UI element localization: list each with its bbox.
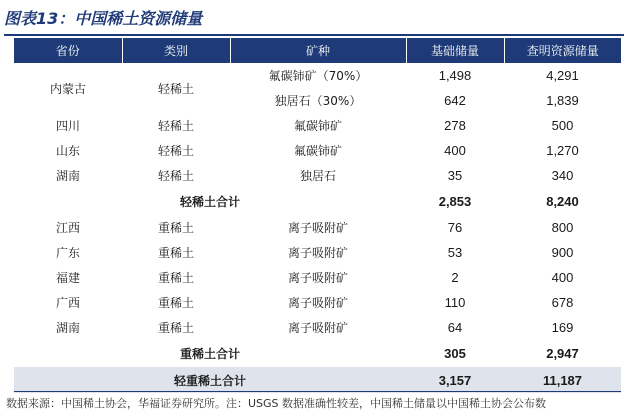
cell-province: 江西 <box>55 221 80 235</box>
cell-basic: 642 <box>444 93 466 108</box>
header-basic-reserves: 基础储量 <box>406 38 504 63</box>
subtotal-label: 重稀土合计 <box>179 347 240 361</box>
cell-basic: 110 <box>444 295 466 310</box>
subtotal-label: 轻稀土合计 <box>179 195 240 209</box>
cell-category: 轻稀土 <box>157 169 194 183</box>
cell-province: 湖南 <box>55 169 80 183</box>
cell-province: 广西 <box>55 296 80 310</box>
cell-identified: 340 <box>551 168 574 183</box>
table-header-row <box>14 38 621 63</box>
cell-identified: 11,187 <box>504 367 621 393</box>
cell-identified: 169 <box>551 320 574 335</box>
cell-identified: 500 <box>551 118 574 133</box>
cell-mineral: 氟碳铈矿 <box>293 119 342 133</box>
cell-category: 重稀土 <box>157 296 194 310</box>
cell-identified: 1,839 <box>546 93 579 108</box>
table-row <box>14 265 621 290</box>
header-category: 类别 <box>122 38 230 63</box>
grand-total-row <box>14 367 621 393</box>
cell-identified: 900 <box>551 245 574 260</box>
cell-basic: 400 <box>444 143 466 158</box>
cell-province: 四川 <box>55 119 80 133</box>
cell-category: 重稀土 <box>157 321 194 335</box>
table-row <box>14 315 621 340</box>
cell-basic: 35 <box>447 168 463 183</box>
header-identified-reserves: 查明资源储量 <box>504 38 621 63</box>
title-rule <box>4 34 624 36</box>
cell-mineral: 离子吸附矿 <box>287 271 348 285</box>
cell-category: 重稀土 <box>157 271 194 285</box>
cell-identified: 1,270 <box>546 143 579 158</box>
reserves-table <box>14 38 621 393</box>
cell-basic: 2 <box>451 270 459 285</box>
cell-identified: 678 <box>551 295 574 310</box>
cell-basic: 278 <box>444 118 466 133</box>
table-row <box>14 240 621 265</box>
cell-basic: 2,853 <box>438 194 472 209</box>
subtotal-row-heavy <box>14 340 621 367</box>
source-note: 数据来源：中国稀土协会，华福证券研究所。注：USGS 数据准确性较差，中国稀土储量以中国稀土协会公布数 <box>6 397 547 410</box>
cell-province: 山东 <box>55 144 80 158</box>
total-label: 轻重稀土合计 <box>14 367 406 393</box>
cell-mineral: 独居石 <box>299 169 336 183</box>
figure-title: 图表13：中国稀土资源储量 <box>4 9 203 28</box>
cell-mineral: 氟碳铈矿 <box>293 144 342 158</box>
cell-province: 内蒙古 <box>49 81 86 96</box>
cell-identified: 400 <box>551 270 574 285</box>
cell-identified: 800 <box>551 220 574 235</box>
cell-category: 轻稀土 <box>157 81 194 96</box>
cell-mineral: 离子吸附矿 <box>287 296 348 310</box>
subtotal-row-light <box>14 188 621 215</box>
table-row <box>14 163 621 188</box>
cell-basic: 305 <box>444 346 466 361</box>
table-row <box>14 215 621 240</box>
cell-mineral: 独居石（30%） <box>274 94 362 108</box>
table-row <box>14 63 621 88</box>
cell-mineral: 氟碳铈矿（70%） <box>268 69 368 83</box>
cell-province: 广东 <box>55 246 80 260</box>
table-row <box>14 290 621 315</box>
table-row <box>14 113 621 138</box>
header-province: 省份 <box>14 38 122 63</box>
cell-province: 福建 <box>55 271 80 285</box>
cell-basic: 1,498 <box>438 68 472 83</box>
cell-category: 重稀土 <box>157 221 194 235</box>
cell-category: 轻稀土 <box>157 119 194 133</box>
cell-mineral: 离子吸附矿 <box>287 246 348 260</box>
cell-province: 湖南 <box>55 321 80 335</box>
cell-category: 轻稀土 <box>157 144 194 158</box>
cell-identified: 2,947 <box>546 346 579 361</box>
cell-mineral: 离子吸附矿 <box>287 321 348 335</box>
cell-mineral: 离子吸附矿 <box>287 221 348 235</box>
cell-basic: 53 <box>447 245 463 260</box>
cell-identified: 8,240 <box>546 194 579 209</box>
cell-category: 重稀土 <box>157 246 194 260</box>
cell-basic: 76 <box>447 220 463 235</box>
table-row <box>14 138 621 163</box>
cell-basic: 3,157 <box>406 367 504 393</box>
table-bottom-rule <box>14 391 621 392</box>
cell-identified: 4,291 <box>546 68 579 83</box>
header-mineral: 矿种 <box>230 38 406 63</box>
cell-basic: 64 <box>447 320 463 335</box>
